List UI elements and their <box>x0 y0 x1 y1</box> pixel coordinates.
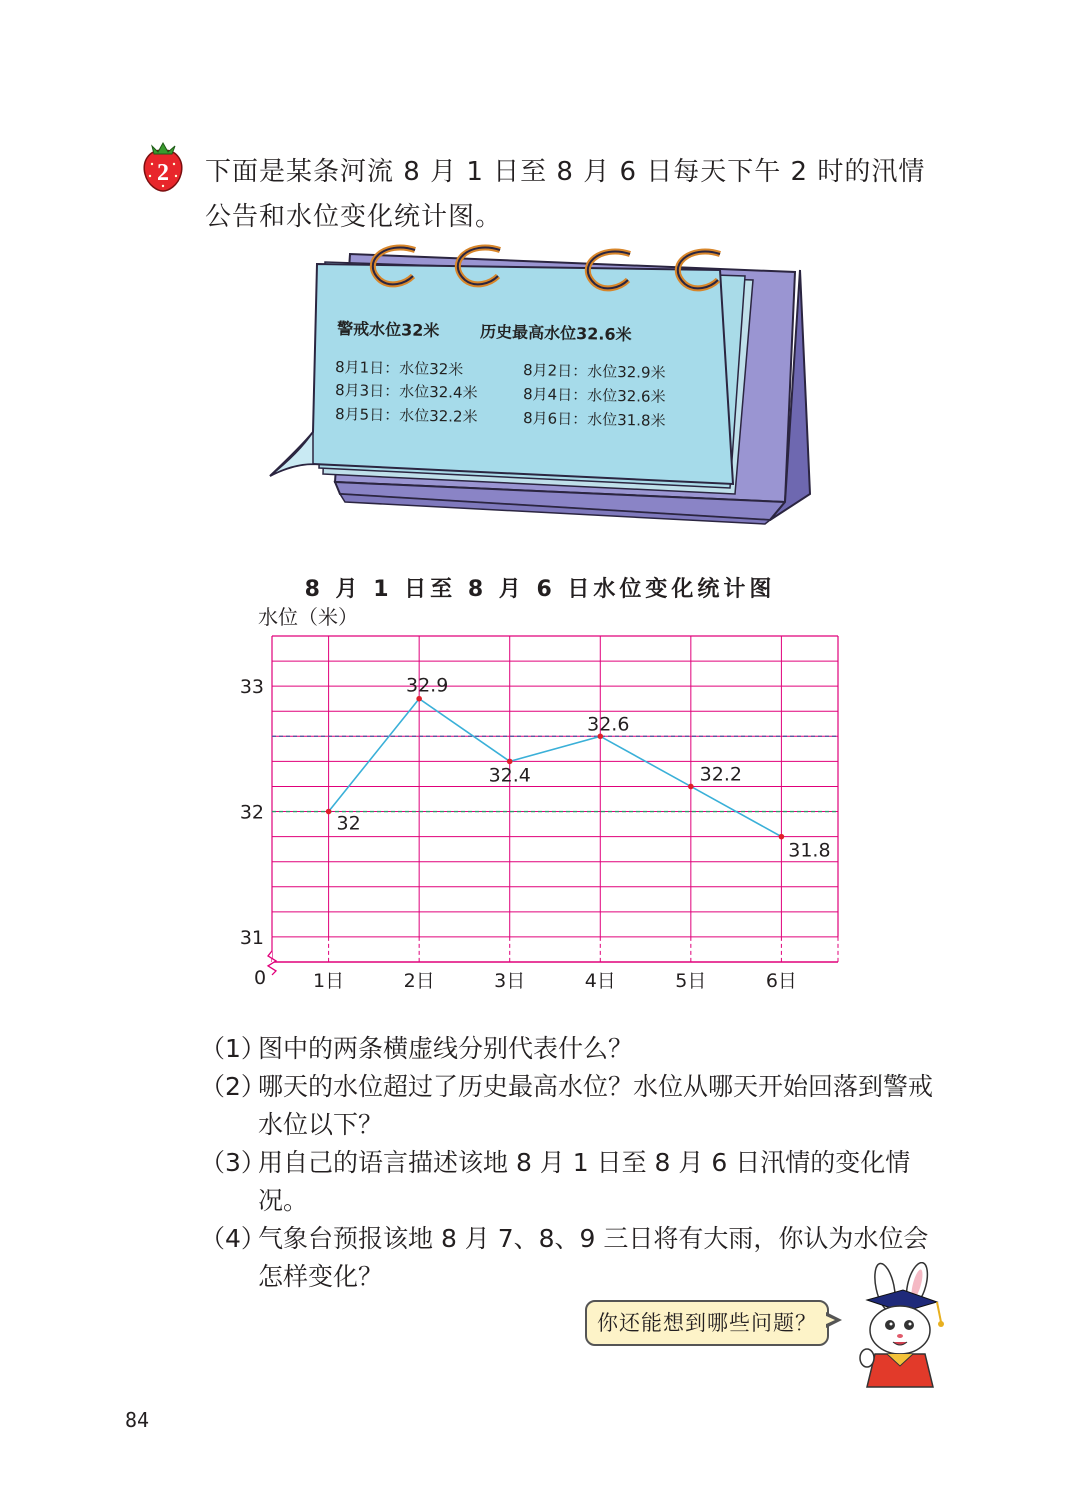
page-number: 84 <box>125 1408 150 1432</box>
problem-intro: 下面是某条河流 8 月 1 日至 8 月 6 日每天下午 2 时的汛情公告和水位变化统计图。 <box>205 157 926 232</box>
x-tick-label: 6日 <box>765 970 797 992</box>
data-label: 32.4 <box>488 764 531 787</box>
question-text: 用自己的语言描述该地 8 月 1 日至 8 月 6 日汛情的变化情况。 <box>258 1148 911 1215</box>
chart-title: 8 月 1 日至 8 月 6 日水位变化统计图 <box>304 577 776 602</box>
data-label: 32.9 <box>406 674 449 697</box>
question-number: （2） <box>200 1072 266 1101</box>
historic-max-text: 历史最高水位32.6米 <box>479 322 632 345</box>
y-tick-label: 31 <box>239 926 264 949</box>
x-tick-labels <box>313 970 797 992</box>
problem-number: 2 <box>157 160 169 186</box>
rabbit-mascot-icon <box>845 1262 955 1392</box>
question-2 <box>200 1068 945 1144</box>
x-tick-label: 2日 <box>403 970 435 992</box>
question-list <box>200 1030 945 1296</box>
notice-entry-aug2: 8月2日：水位32.9米 <box>522 361 666 382</box>
question-1 <box>200 1030 945 1068</box>
reference-lines <box>272 736 838 811</box>
notice-entry-aug6: 8月6日：水位31.8米 <box>522 409 666 430</box>
chart-grid <box>272 636 838 962</box>
question-number: （4） <box>200 1224 266 1253</box>
strawberry-badge-icon <box>140 140 186 192</box>
data-label: 32.2 <box>699 763 742 786</box>
question-number: （1） <box>200 1034 266 1063</box>
data-point <box>779 834 785 840</box>
x-tick-label: 1日 <box>313 970 345 992</box>
warning-level-text: 警戒水位32米 <box>336 319 440 341</box>
question-text: 气象台预报该地 8 月 7、8、9 三日将有大雨，你认为水位会怎样变化？ <box>258 1224 929 1291</box>
origin-label: 0 <box>254 967 267 989</box>
x-tick-label: 3日 <box>494 970 526 992</box>
data-label: 32.6 <box>587 713 630 736</box>
speech-bubble-tail-fill <box>824 1315 835 1325</box>
y-tick-label: 33 <box>239 676 264 699</box>
data-point <box>326 809 332 815</box>
notice-entry-aug4: 8月4日：水位32.6米 <box>522 385 666 406</box>
axis-break-zigzag <box>268 951 276 975</box>
question-number: （3） <box>200 1148 266 1177</box>
data-label: 31.8 <box>788 839 831 862</box>
data-point <box>507 759 513 765</box>
data-point <box>688 784 694 790</box>
data-labels <box>337 675 831 862</box>
y-axis-break-icon <box>268 951 276 975</box>
question-text: 图中的两条横虚线分别代表什么？ <box>258 1034 634 1063</box>
x-tick-label: 4日 <box>584 970 616 992</box>
y-tick-labels <box>240 676 264 949</box>
y-axis-label: 水位（米） <box>258 605 358 629</box>
data-label: 32 <box>336 812 361 835</box>
question-3 <box>200 1144 945 1220</box>
notice-entry-aug1: 8月1日：水位32米 <box>334 358 464 379</box>
speech-bubble: 你还能想到哪些问题？ <box>585 1300 829 1346</box>
notice-entry-aug3: 8月3日：水位32.4米 <box>334 381 478 402</box>
question-text: 哪天的水位超过了历史最高水位？水位从哪天开始回落到警戒水位以下？ <box>258 1072 934 1139</box>
flood-notice-calendar <box>265 232 815 532</box>
question-4 <box>200 1220 945 1296</box>
y-tick-label: 32 <box>239 801 264 824</box>
water-level-line-chart <box>230 600 870 1010</box>
data-point <box>416 696 422 702</box>
notice-entry-aug5: 8月5日：水位32.2米 <box>334 405 478 426</box>
x-tick-label: 5日 <box>675 970 707 992</box>
